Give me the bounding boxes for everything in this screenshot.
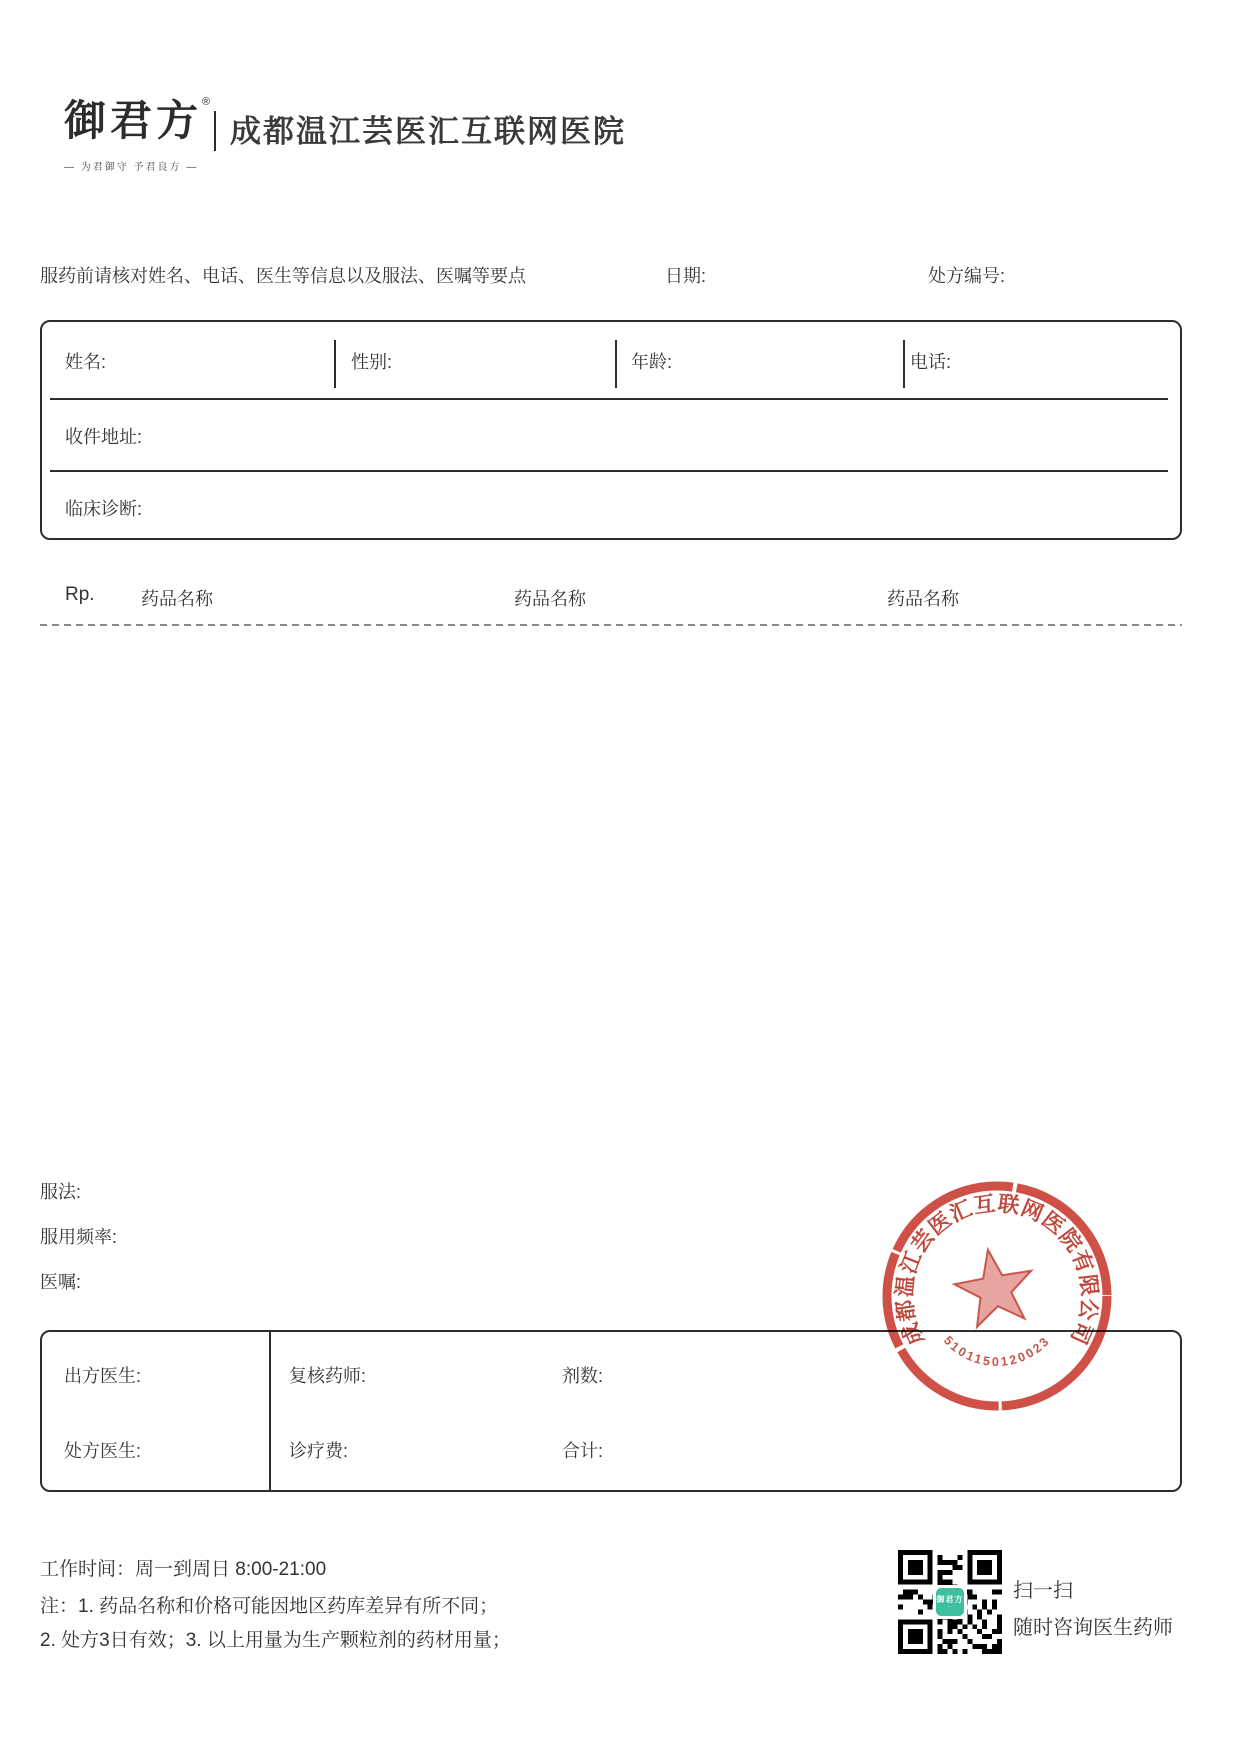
patient-box-divider-1 [334, 340, 336, 388]
consultation-fee-label: 诊疗费: [289, 1441, 349, 1461]
usage-method-label: 服法: [40, 1182, 82, 1202]
qr-logo-text: 御君方 [936, 1595, 964, 1605]
patient-gender-label: 性别: [351, 352, 393, 372]
diagnosis-label: 临床诊断: [65, 499, 143, 519]
patient-name-label: 姓名: [65, 352, 107, 372]
issuing-doctor-label: 处方医生: [64, 1441, 142, 1461]
reviewing-pharmacist-label: 复核药师: [289, 1366, 367, 1386]
brand-logo-text: 御君方 [64, 97, 203, 144]
brand-tagline: — 为君御守 予君良方 — [64, 161, 199, 173]
drug-name-column-2: 药品名称 [514, 589, 586, 609]
qr-code [898, 1550, 1002, 1654]
usage-frequency-label: 服用频率: [40, 1227, 118, 1247]
prescribing-doctor-label: 出方医生: [64, 1366, 142, 1386]
brand-logo [64, 96, 216, 173]
drug-name-column-1: 药品名称 [141, 589, 213, 609]
hospital-seal [877, 1176, 1117, 1416]
page-title: 成都温江芸医汇互联网医院 [230, 114, 626, 149]
seal-ring-text: 成都温江芸医汇互联网医院有限公司 [892, 1191, 1102, 1349]
patient-age-label: 年龄: [631, 352, 673, 372]
patient-box-divider-2 [615, 340, 617, 388]
rp-label: Rp. [65, 584, 95, 605]
doses-label: 剂数: [562, 1366, 604, 1386]
seal-star-icon [949, 1243, 1039, 1330]
scan-label: 扫一扫 [1013, 1580, 1073, 1602]
patient-info-box [40, 320, 1182, 540]
date-label: 日期: [665, 266, 707, 286]
doctor-advice-label: 医嘱: [40, 1272, 82, 1292]
scan-sub-label: 随时咨询医生药师 [1013, 1617, 1173, 1639]
patient-phone-label: 电话: [910, 352, 952, 372]
qr-center-logo [933, 1585, 967, 1619]
logo-divider-bar [214, 111, 216, 151]
qr-logo-subtext: ····· [947, 1604, 953, 1608]
working-hours-text: 工作时间：周一到周日 8:00-21:00 [40, 1559, 327, 1580]
drug-name-column-3: 药品名称 [887, 589, 959, 609]
signoff-box-divider [269, 1332, 271, 1490]
patient-box-row-line-1 [50, 398, 1168, 400]
rx-number-label: 处方编号: [928, 266, 1006, 286]
patient-box-row-line-2 [50, 470, 1168, 472]
seal-serial-number: 5101150120023 [940, 1333, 1054, 1370]
svg-text:5101150120023 [941, 1333, 1053, 1369]
note-line-1: 注：1. 药品名称和价格可能因地区药库差异有所不同； [40, 1596, 499, 1617]
address-label: 收件地址: [65, 427, 143, 447]
total-label: 合计: [562, 1441, 604, 1461]
note-line-2: 2. 处方3日有效；3. 以上用量为生产颗粒剂的药材用量； [40, 1630, 511, 1651]
registered-mark: ® [202, 96, 211, 108]
check-instruction-text: 服药前请核对姓名、电话、医生等信息以及服法、医嘱等要点 [40, 266, 526, 286]
patient-box-divider-3 [903, 340, 905, 388]
rp-dashed-separator [40, 624, 1182, 626]
